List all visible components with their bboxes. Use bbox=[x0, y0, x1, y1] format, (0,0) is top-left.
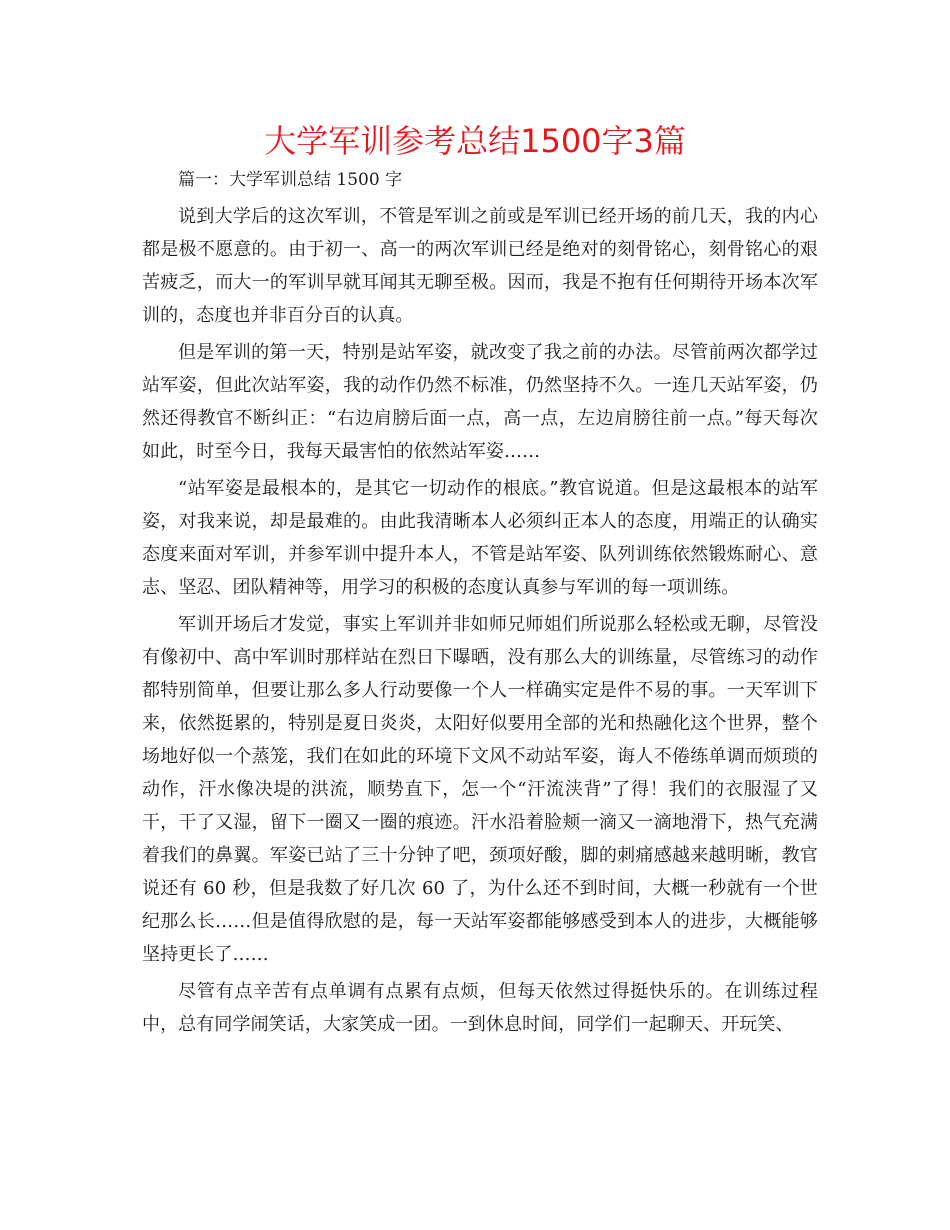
paragraph-3: “站军姿是最根本的，是其它一切动作的根底。”教官说道。但是这最根本的站军姿，对我来说，却是最难的。由此我清晰本人必须纠正本人的态度，用端正的认确实态度来面对军训，并参军训中提升本人，不管是站军姿、队列训练依然锻炼耐心、意志、坚忍、团队精神等，用学习的积极的态度认真参与军训的每一项训练。 bbox=[142, 478, 818, 598]
paragraph-1: 说到大学后的这次军训，不管是军训之前或是军训已经开场的前几天，我的内心都是极不愿意的。由于初一、高一的两次军训已经是绝对的刻骨铭心，刻骨铭心的艰苦疲乏，而大一的军训早就耳闻其无聊至极。因而，我是不抱有任何期待开场本次军训的，态度也并非百分百的认真。 bbox=[142, 206, 818, 326]
paragraph-2: 但是军训的第一天，特别是站军姿，就改变了我之前的办法。尽管前两次都学过站军姿，但此次站军姿，我的动作仍然不标准，仍然坚持不久。一连几天站军姿，仍然还得教官不断纠正：“右边肩膀后面一点，高一点，左边肩膀往前一点。”每天每次如此，时至今日，我每天最害怕的依然站军姿…… bbox=[142, 342, 818, 462]
section-heading: 篇一：大学军训总结 1500 字 bbox=[178, 170, 403, 190]
document-title: 大学军训参考总结1500字3篇 bbox=[264, 122, 686, 160]
paragraph-5: 尽管有点辛苦有点单调有点累有点烦，但每天依然过得挺快乐的。在训练过程中，总有同学闹笑话，大家笑成一团。一到休息时间，同学们一起聊天、开玩笑、 bbox=[142, 981, 818, 1035]
paragraph-4: 军训开场后才发觉，事实上军训并非如师兄师姐们所说那么轻松或无聊，尽管没有像初中、高中军训时那样站在烈日下曝晒，没有那么大的训练量，尽管练习的动作都特别简单，但要让那么多人行动要像一个人一样确实定是件不易的事。一天军训下来，依然挺累的，特别是夏日炎炎，太阳好似要用全部的光和热融化这个世界，整个场地好似一个蒸笼，我们在如此的环境下文风不动站军姿，诲人不倦练单调而烦琐的动作，汗水像决堤的洪流，顺势直下，怎一个“汗流浃背”了得！我们的衣服湿了又干，干了又湿，留下一圈又一圈的痕迹。汗水沿着脸颊一滴又一滴地滑下，热气充满着我们的鼻翼。军姿已站了三十分钟了吧，颈项好酸，脚的刺痛感越来越明晰，教官说还有 60 秒，但是我数了好几次 60 了，为什么还不到时间，大概一秒就有一个世纪那么长……但是值得欣慰的是，每一天站军姿都能够感受到本人的进步，大概能够坚持更长了…… bbox=[142, 614, 818, 965]
document-body bbox=[142, 164, 818, 1041]
